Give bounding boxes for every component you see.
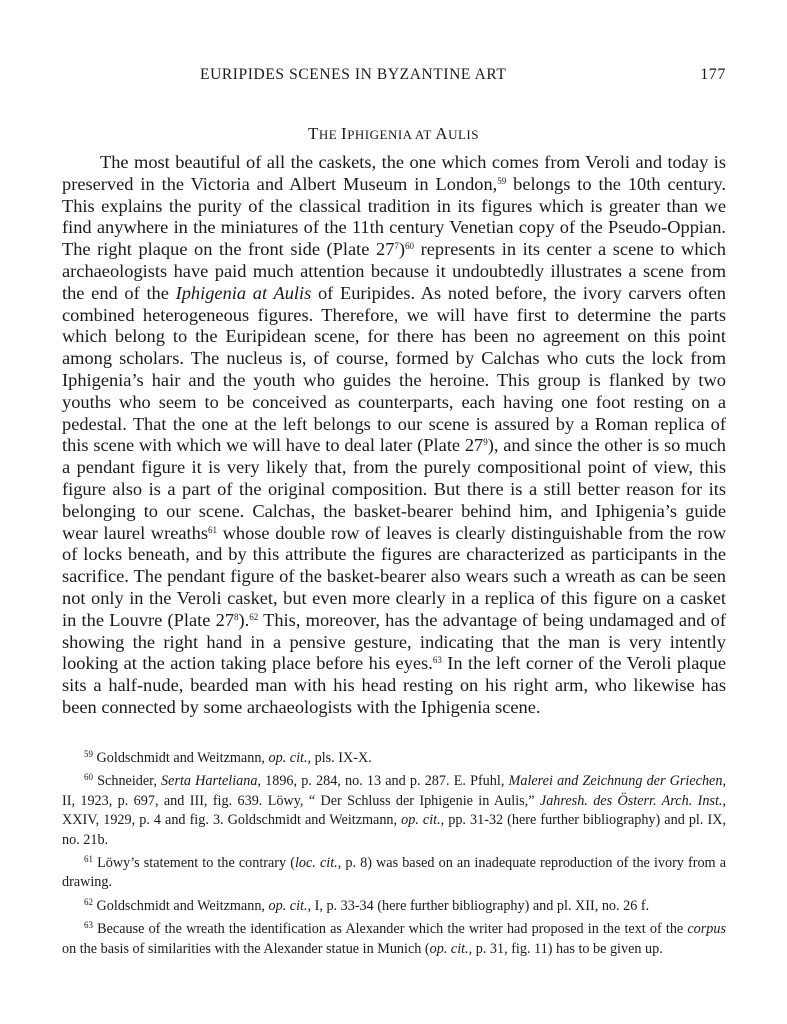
running-head — [62, 66, 726, 88]
text-run: Schneider, — [93, 773, 162, 790]
text-run: Goldschmidt and Weitzmann, — [93, 897, 269, 914]
section-title-cap: I — [341, 124, 348, 143]
footnote-ref-63[interactable]: 63 — [432, 655, 442, 666]
footnote-59 — [62, 745, 726, 768]
footnote-number: 62 — [84, 896, 93, 907]
text-run: , XXIV, 1929, p. 4 and fig. 3. Goldschmidt and Weitzmann, — [62, 792, 726, 829]
italic-text: op. cit. — [401, 812, 441, 829]
italic-text: corpus — [687, 921, 726, 938]
plate-superscript: 9 — [483, 437, 488, 448]
footnote-62 — [62, 893, 726, 916]
footnote-ref-60[interactable]: 60 — [405, 241, 415, 252]
text-run: ) — [398, 239, 406, 260]
text-run: Because of the wreath the identification as Alexander which the writer had proposed in the text of the — [93, 921, 688, 938]
italic-text: Malerei and Zeichnung der Griechen — [508, 773, 723, 790]
section-title-smallcaps: HE — [318, 127, 342, 142]
text-run: on the basis of similarities with the Alexander statue in Munich ( — [62, 940, 430, 957]
section-title-smallcaps: PHIGENIA AT — [347, 127, 436, 142]
text-run: , 1896, p. 284, no. 13 and p. 287. E. Pfuhl, — [257, 773, 509, 790]
italic-text: op. cit. — [268, 897, 308, 914]
footnote-number: 61 — [84, 854, 93, 865]
text-run: , II, 1923, p. 697, and III, fig. 639. Löwy, “ Der Schluss der Iphigenie in Aulis,” — [62, 773, 726, 809]
section-title-smallcaps: ULIS — [448, 127, 479, 142]
text-run: Goldschmidt and Weitzmann, — [93, 750, 269, 766]
footnotes — [62, 745, 726, 959]
text-run: ), and since the other is so much a pendant figure it is very likely that, from the purely compositional point of view, this figure also is a part of the original composition. But there is a still better reason for its belonging to our scene. Calchas, the basket-bearer behind him, and Iphigenia’s guide wear laurel wreaths — [62, 435, 726, 543]
text-run: , p. 31, fig. 11) has to be given up. — [468, 940, 663, 957]
section-title-cap: T — [308, 124, 319, 143]
footnote-61 — [62, 850, 726, 893]
text-run: , I, p. 33-34 (here further bibliography) and pl. XII, no. 26 f. — [307, 897, 650, 914]
text-run: This, moreover, has the advantage of being undamaged and of showing the right hand in a pensive gesture, indicating that the man is very intently looking at the action taking place before his eyes. — [62, 609, 726, 674]
footnote-63 — [62, 916, 726, 959]
italic-text: op. cit. — [429, 940, 469, 957]
text-run: The most beautiful of all the caskets, the one which comes from Veroli and today is preserved in the Victoria and Albert Museum in London, — [62, 152, 726, 194]
footnote-number: 60 — [84, 772, 93, 783]
italic-text: Serta Harteliana — [161, 773, 258, 790]
footnote-ref-62[interactable]: 62 — [249, 611, 259, 622]
page-number: 177 — [700, 66, 726, 83]
running-title: EURIPIDES SCENES IN BYZANTINE ART — [200, 66, 507, 83]
footnote-60 — [62, 768, 726, 850]
text-run: whose double row of leaves is clearly distinguishable from the row of locks beneath, and by this attribute the figures are characterized as participants in the sacrifice. The pendant figure of the basket-bearer also wears such a wreath as can be seen not only in the Veroli casket, but even more clearly in a replica of this figure on a casket in the Louvre (Plate 27 — [62, 522, 726, 630]
italic-title: Iphigenia at Aulis — [175, 282, 312, 303]
text-run: represents in its center a scene to which archaeologists have paid much attention because it undoubtedly illustrates a scene from the end of the — [62, 239, 726, 303]
text-run: In the left corner of the Veroli plaque sits a half-nude, bearded man with his head resting on his right arm, who likewise has been connected by some archaeologists with the Iphigenia scene. — [62, 653, 726, 717]
body-paragraph — [62, 152, 726, 719]
plate-superscript: 8 — [234, 611, 239, 622]
footnote-number: 63 — [84, 920, 93, 931]
text-run: belongs to the 10th century. This explains the purity of the classical tradition in its figures which is greater than we find anywhere in the miniatures of the 11th century Venetian copy of the Pseudo-Oppian. The right plaque on the front side (Plate 27 — [62, 173, 726, 260]
section-title — [0, 124, 787, 144]
text-run: of Euripides. As noted before, the ivory carvers often combined heterogeneous figures. Therefore, we will have first to determine the parts which belong to the Euripidean scene, for there has been no agreement on this point among scholars. The nucleus is, of course, formed by Calchas who cuts the lock from Iphigenia’s hair and the youth who guides the heroine. This group is flanked by two youths who seem to be conceived as counterparts, each having one foot resting on a pedestal. That the one at the left belongs to our scene is assured by a Roman replica of this scene with which we will have to deal later (Plate 27 — [62, 282, 726, 456]
text-run: , p. 8) was based on an inadequate reproduction of the ivory from a drawing. — [62, 855, 726, 891]
text-run: , pp. 31-32 (here further bibliography) and pl. IX, no. 21b. — [62, 812, 726, 848]
italic-text: loc. cit. — [294, 855, 338, 872]
footnote-ref-59[interactable]: 59 — [497, 175, 507, 186]
footnote-number: 59 — [84, 749, 93, 759]
body-text — [62, 152, 726, 719]
text-run: ). — [238, 609, 250, 630]
text-run: , pls. IX-X. — [307, 750, 372, 766]
footnote-ref-61[interactable]: 61 — [208, 524, 217, 535]
plate-superscript: 7 — [394, 241, 399, 252]
italic-text: op. cit. — [268, 750, 308, 766]
italic-text: Jahresh. des Österr. Arch. Inst. — [539, 792, 723, 809]
section-title-cap: A — [435, 124, 449, 143]
text-run: Löwy’s statement to the contrary ( — [93, 855, 295, 872]
